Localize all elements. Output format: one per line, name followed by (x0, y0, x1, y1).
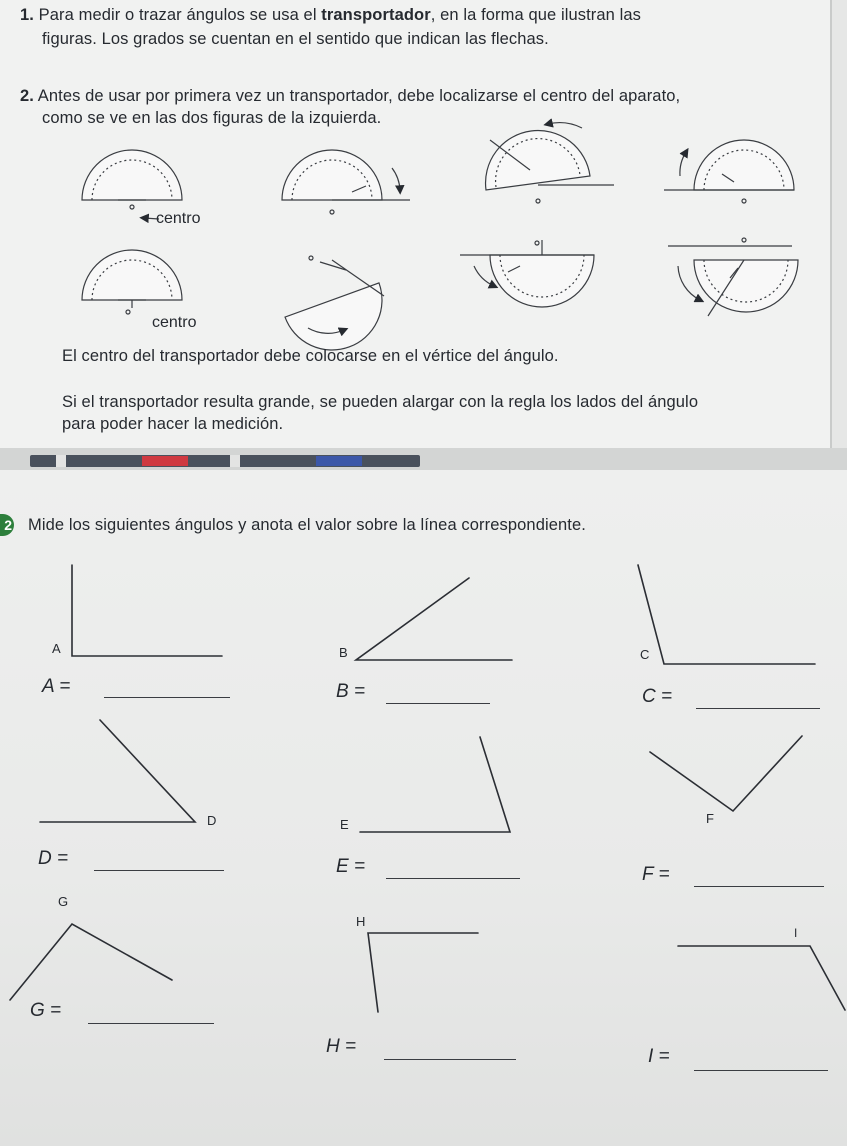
angle-a-figure (72, 565, 222, 656)
answer-label-e: E = (336, 856, 366, 877)
vertex-label-i: I (794, 926, 798, 940)
centro-label-top: centro (156, 210, 201, 227)
answer-blank-h[interactable] (384, 1059, 516, 1060)
answer-label-c: C = (642, 686, 673, 707)
answer-blank-a[interactable] (104, 697, 230, 698)
term-transportador: transportador (321, 6, 431, 24)
instruction-1-text: Para medir o trazar ángulos se usa el (38, 6, 322, 24)
centro-label-bottom: centro (152, 314, 197, 331)
instruction-1-text: , en la forma que ilustran las (430, 6, 642, 24)
answer-blank-d[interactable] (94, 870, 224, 871)
item-number: 1. (20, 6, 34, 24)
vertex-label-a: A (52, 641, 61, 656)
vertex-label-b: B (339, 645, 348, 660)
answer-label-h: H = (326, 1036, 357, 1057)
vertex-label-f: F (706, 811, 714, 826)
extend-sides-note-line1: Si el transportador resulta grande, se pueden alargar con la regla los lados del ángulo (62, 393, 699, 411)
vertex-label-d: D (207, 813, 217, 828)
instruction-2-line2: como se ve en las dos figuras de la izquierda. (42, 109, 382, 127)
answer-label-d: D = (38, 848, 69, 869)
answer-blank-g[interactable] (88, 1023, 214, 1024)
answer-blank-e[interactable] (386, 878, 520, 879)
answer-blank-b[interactable] (386, 703, 490, 704)
vertex-label-c: C (640, 647, 650, 662)
angle-c-figure (638, 565, 815, 664)
vertex-label-e: E (340, 817, 349, 832)
instruction-2-text: Antes de usar por primera vez un transportador, debe localizarse el centro del aparato, (37, 87, 681, 105)
answer-label-f: F = (642, 864, 670, 885)
answer-blank-f[interactable] (694, 886, 824, 887)
angle-g-figure (10, 924, 172, 1000)
vertex-label-g: G (58, 894, 69, 909)
exercise-number-badge: 2 (0, 514, 14, 536)
vertex-rule-note: El centro del transportador debe colocarse en el vértice del ángulo. (62, 347, 559, 365)
exercise-prompt: Mide los siguientes ángulos y anota el valor sobre la línea correspondiente. (28, 516, 586, 534)
answer-label-a: A = (42, 676, 71, 697)
vertex-label-h: H (356, 914, 366, 929)
angle-f-figure (650, 736, 802, 811)
answer-blank-c[interactable] (696, 708, 820, 709)
angle-i-figure (678, 946, 845, 1010)
item-number: 2. (20, 87, 34, 105)
extend-sides-note-line2: para poder hacer la medición. (62, 415, 284, 433)
answer-blank-i[interactable] (694, 1070, 828, 1071)
angle-d-figure (40, 720, 195, 822)
angle-e-figure (360, 737, 510, 832)
angle-b-figure (356, 578, 512, 660)
answer-label-i: I = (648, 1046, 670, 1067)
instruction-1-line2: figuras. Los grados se cuentan en el sentido que indican las flechas. (42, 30, 549, 48)
answer-label-b: B = (336, 681, 366, 702)
angle-h-figure (368, 933, 478, 1012)
answer-label-g: G = (30, 1000, 62, 1021)
